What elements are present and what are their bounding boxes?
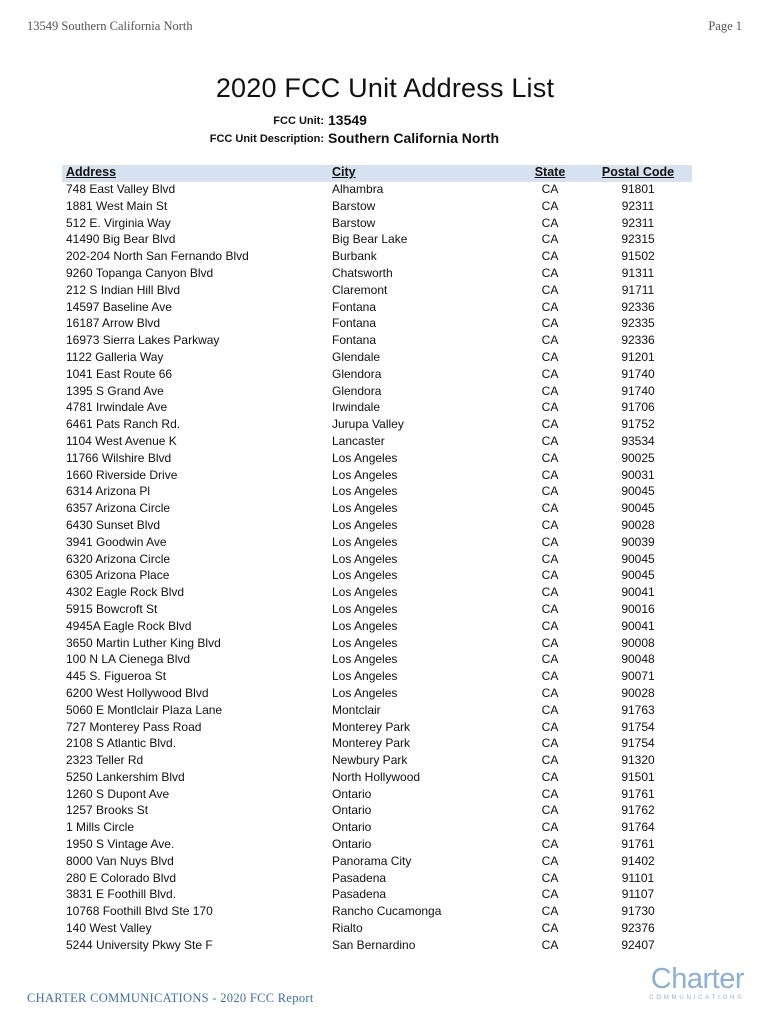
state-cell: CA [541,517,559,532]
state-cell: CA [541,786,559,801]
address-cell: 1660 Riverside Drive [66,467,178,482]
postal-code-cell: 90045 [621,501,655,516]
table-row [0,752,770,769]
city-cell: Newbury Park [332,753,408,768]
address-table-body [0,181,770,954]
table-row [0,836,770,853]
city-cell: Los Angeles [332,484,398,499]
fcc-unit-value: 13549 [328,112,367,128]
postal-code-cell: 92335 [621,316,655,331]
city-cell: Jurupa Valley [332,417,404,432]
postal-code-cell: 91763 [621,702,655,717]
postal-code-cell: 91502 [621,249,655,264]
table-row [0,635,770,652]
address-cell: 1881 West Main St [66,198,168,213]
state-cell: CA [541,534,559,549]
address-cell: 100 N LA Cienega Blvd [66,652,191,667]
address-cell: 6357 Arizona Circle [66,501,171,516]
state-cell: CA [541,366,559,381]
postal-code-cell: 91754 [621,736,655,751]
postal-code-cell: 91740 [621,383,655,398]
city-cell: Rancho Cucamonga [332,904,442,919]
column-header-state: State [534,165,566,179]
fcc-unit-description-row [0,130,770,146]
table-row [0,551,770,568]
postal-code-cell: 90039 [621,534,655,549]
footer-report-name: CHARTER COMMUNICATIONS - 2020 FCC Report [27,991,314,1005]
state-cell: CA [541,232,559,247]
table-row [0,651,770,668]
city-cell: Los Angeles [332,685,398,700]
address-cell: 14597 Baseline Ave [66,299,172,314]
city-cell: Chatsworth [332,265,393,280]
table-row [0,265,770,282]
state-cell: CA [541,484,559,499]
postal-code-cell: 92315 [621,232,655,247]
postal-code-cell: 92407 [621,937,655,952]
address-cell: 280 E Colorado Blvd [66,870,177,885]
table-row [0,870,770,887]
column-header-city: City [332,165,356,179]
charter-logo-word: Charter [650,963,744,995]
postal-code-cell: 90045 [621,568,655,583]
state-cell: CA [541,585,559,600]
state-cell: CA [541,349,559,364]
postal-code-cell: 91761 [621,837,655,852]
city-cell: Los Angeles [332,534,398,549]
table-row [0,668,770,685]
state-cell: CA [541,450,559,465]
postal-code-cell: 91754 [621,719,655,734]
table-row [0,399,770,416]
state-cell: CA [541,921,559,936]
state-cell: CA [541,652,559,667]
postal-code-cell: 92311 [621,215,655,230]
table-row [0,483,770,500]
postal-code-cell: 90071 [621,669,655,684]
address-cell: 202-204 North San Fernando Blvd [66,249,249,264]
table-row [0,299,770,316]
postal-code-cell: 91711 [621,282,655,297]
table-row [0,802,770,819]
city-cell: Panorama City [332,853,412,868]
table-row [0,937,770,954]
address-cell: 1122 Galleria Way [66,349,164,364]
state-cell: CA [541,568,559,583]
state-cell: CA [541,719,559,734]
address-cell: 4945A Eagle Rock Blvd [66,618,192,633]
postal-code-cell: 92311 [621,198,655,213]
address-cell: 3650 Martin Luther King Blvd [66,635,221,650]
state-cell: CA [541,467,559,482]
table-row [0,248,770,265]
address-cell: 727 Monterey Pass Road [66,719,202,734]
city-cell: Burbank [332,249,377,264]
table-row [0,500,770,517]
postal-code-cell: 91402 [621,853,655,868]
city-cell: Los Angeles [332,517,398,532]
table-row [0,853,770,870]
state-cell: CA [541,282,559,297]
table-row [0,920,770,937]
city-cell: Los Angeles [332,501,398,516]
address-cell: 3941 Goodwin Ave [66,534,167,549]
table-row [0,332,770,349]
address-cell: 140 West Valley [66,921,152,936]
fcc-unit-label: FCC Unit: [273,115,324,127]
postal-code-cell: 90041 [621,585,655,600]
charter-logo [634,964,744,1006]
table-row [0,567,770,584]
state-cell: CA [541,400,559,415]
table-row [0,282,770,299]
address-cell: 6305 Arizona Place [66,568,170,583]
city-cell: Los Angeles [332,467,398,482]
state-cell: CA [541,769,559,784]
city-cell: Los Angeles [332,652,398,667]
address-cell: 1395 S Grand Ave [66,383,164,398]
address-cell: 6320 Arizona Circle [66,551,171,566]
state-cell: CA [541,333,559,348]
city-cell: Los Angeles [332,618,398,633]
address-cell: 16187 Arrow Blvd [66,316,161,331]
state-cell: CA [541,635,559,650]
city-cell: Los Angeles [332,450,398,465]
table-row [0,618,770,635]
state-cell: CA [541,265,559,280]
state-cell: CA [541,685,559,700]
table-row [0,366,770,383]
table-row [0,719,770,736]
address-cell: 10768 Foothill Blvd Ste 170 [66,904,213,919]
city-cell: Fontana [332,316,377,331]
address-cell: 2323 Teller Rd [66,753,144,768]
address-cell: 1950 S Vintage Ave. [66,837,175,852]
postal-code-cell: 91101 [621,870,655,885]
address-cell: 1 Mills Circle [66,820,135,835]
postal-code-cell: 91761 [621,786,655,801]
address-cell: 8000 Van Nuys Blvd [66,853,174,868]
postal-code-cell: 91501 [621,769,655,784]
column-header-postal-code: Postal Code [601,165,675,179]
city-cell: Fontana [332,333,377,348]
postal-code-cell: 90028 [621,685,655,700]
charter-logo-sub: COMMUNICATIONS [649,995,744,1001]
fcc-unit-row [0,112,770,128]
city-cell: Barstow [332,215,376,230]
table-row [0,416,770,433]
postal-code-cell: 92336 [621,299,655,314]
city-cell: Ontario [332,820,372,835]
postal-code-cell: 91320 [621,753,655,768]
state-cell: CA [541,215,559,230]
table-row [0,198,770,215]
state-cell: CA [541,736,559,751]
state-cell: CA [541,198,559,213]
address-cell: 9260 Topanga Canyon Blvd [66,265,214,280]
address-cell: 5915 Bowcroft St [66,601,158,616]
city-cell: Lancaster [332,433,385,448]
postal-code-cell: 91311 [621,265,655,280]
fcc-unit-description-value: Southern California North [328,130,500,146]
city-cell: Glendale [332,349,381,364]
city-cell: Claremont [332,282,388,297]
postal-code-cell: 90031 [621,467,655,482]
postal-code-cell: 90041 [621,618,655,633]
city-cell: Ontario [332,837,372,852]
address-cell: 1104 West Avenue K [66,433,177,448]
city-cell: Alhambra [332,182,384,196]
state-cell: CA [541,887,559,902]
page-title: 2020 FCC Unit Address List [215,73,555,103]
table-row [0,231,770,248]
table-row [0,215,770,232]
address-cell: 16973 Sierra Lakes Parkway [66,333,220,348]
state-cell: CA [541,803,559,818]
address-cell: 5060 E Montlclair Plaza Lane [66,702,223,717]
state-cell: CA [541,702,559,717]
postal-code-cell: 90025 [621,450,655,465]
table-row [0,735,770,752]
table-row [0,349,770,366]
address-cell: 6200 West Hollywood Blvd [66,685,209,700]
city-cell: Montclair [332,702,381,717]
postal-code-cell: 93534 [621,433,655,448]
table-row [0,886,770,903]
state-cell: CA [541,249,559,264]
city-cell: Monterey Park [332,719,411,734]
address-cell: 4781 Irwindale Ave [66,400,168,415]
state-cell: CA [541,853,559,868]
address-cell: 6314 Arizona Pl [66,484,151,499]
city-cell: Ontario [332,803,372,818]
city-cell: Barstow [332,198,376,213]
state-cell: CA [541,182,559,196]
city-cell: Los Angeles [332,635,398,650]
postal-code-cell: 91764 [621,820,655,835]
address-cell: 6461 Pats Ranch Rd. [66,417,181,432]
city-cell: Irwindale [332,400,381,415]
postal-code-cell: 90028 [621,517,655,532]
postal-code-cell: 91730 [621,904,655,919]
postal-code-cell: 91107 [621,887,655,902]
address-cell: 5250 Lankershim Blvd [66,769,185,784]
state-cell: CA [541,820,559,835]
fcc-unit-description-label: FCC Unit Description: [209,133,324,145]
city-cell: Rialto [332,921,363,936]
table-row [0,601,770,618]
table-row [0,181,770,198]
city-cell: Glendora [332,383,382,398]
postal-code-cell: 92336 [621,333,655,348]
postal-code-cell: 90008 [621,635,655,650]
postal-code-cell: 90045 [621,551,655,566]
table-row [0,450,770,467]
address-cell: 41490 Big Bear Blvd [66,232,176,247]
postal-code-cell: 90048 [621,652,655,667]
state-cell: CA [541,618,559,633]
address-cell: 1257 Brooks St [66,803,149,818]
table-row [0,383,770,400]
state-cell: CA [541,669,559,684]
address-cell: 5244 University Pkwy Ste F [66,937,213,952]
address-cell: 2108 S Atlantic Blvd. [66,736,177,751]
city-cell: Pasadena [332,887,387,902]
city-cell: North Hollywood [332,769,421,784]
state-cell: CA [541,937,559,952]
address-cell: 1260 S Dupont Ave [66,786,170,801]
postal-code-cell: 92376 [621,921,655,936]
address-cell: 512 E. Virginia Way [66,215,171,230]
city-cell: Monterey Park [332,736,411,751]
postal-code-cell: 91762 [621,803,655,818]
address-cell: 1041 East Route 66 [66,366,173,381]
running-header-unit: 13549 Southern California North [27,19,193,33]
postal-code-cell: 91706 [621,400,655,415]
postal-code-cell: 90045 [621,484,655,499]
postal-code-cell: 91740 [621,366,655,381]
address-cell: 748 East Valley Blvd [66,182,176,196]
state-cell: CA [541,837,559,852]
state-cell: CA [541,299,559,314]
city-cell: San Bernardino [332,937,416,952]
postal-code-cell: 90016 [621,601,655,616]
postal-code-cell: 91801 [621,182,655,196]
page-number: Page 1 [708,19,742,33]
postal-code-cell: 91752 [621,417,655,432]
city-cell: Big Bear Lake [332,232,408,247]
table-row [0,903,770,920]
city-cell: Ontario [332,786,372,801]
column-header-address: Address [66,165,117,179]
state-cell: CA [541,601,559,616]
table-row [0,786,770,803]
table-row [0,685,770,702]
address-cell: 11766 Wilshire Blvd [66,450,172,465]
table-row [0,315,770,332]
table-row [0,433,770,450]
state-cell: CA [541,870,559,885]
city-cell: Los Angeles [332,669,398,684]
table-row [0,584,770,601]
city-cell: Los Angeles [332,551,398,566]
city-cell: Pasadena [332,870,387,885]
state-cell: CA [541,904,559,919]
state-cell: CA [541,316,559,331]
table-row [0,702,770,719]
address-cell: 445 S. Figueroa St [66,669,167,684]
state-cell: CA [541,433,559,448]
state-cell: CA [541,383,559,398]
table-row [0,819,770,836]
address-cell: 212 S Indian Hill Blvd [66,282,181,297]
table-row [0,769,770,786]
address-cell: 4302 Eagle Rock Blvd [66,585,185,600]
table-header-band [62,165,692,182]
postal-code-cell: 91201 [621,349,655,364]
city-cell: Los Angeles [332,568,398,583]
address-cell: 6430 Sunset Blvd [66,517,161,532]
city-cell: Glendora [332,366,382,381]
city-cell: Los Angeles [332,585,398,600]
address-cell: 3831 E Foothill Blvd. [66,887,177,902]
table-row [0,467,770,484]
city-cell: Los Angeles [332,601,398,616]
state-cell: CA [541,753,559,768]
table-row [0,534,770,551]
state-cell: CA [541,417,559,432]
table-row [0,517,770,534]
state-cell: CA [541,501,559,516]
state-cell: CA [541,551,559,566]
city-cell: Fontana [332,299,377,314]
